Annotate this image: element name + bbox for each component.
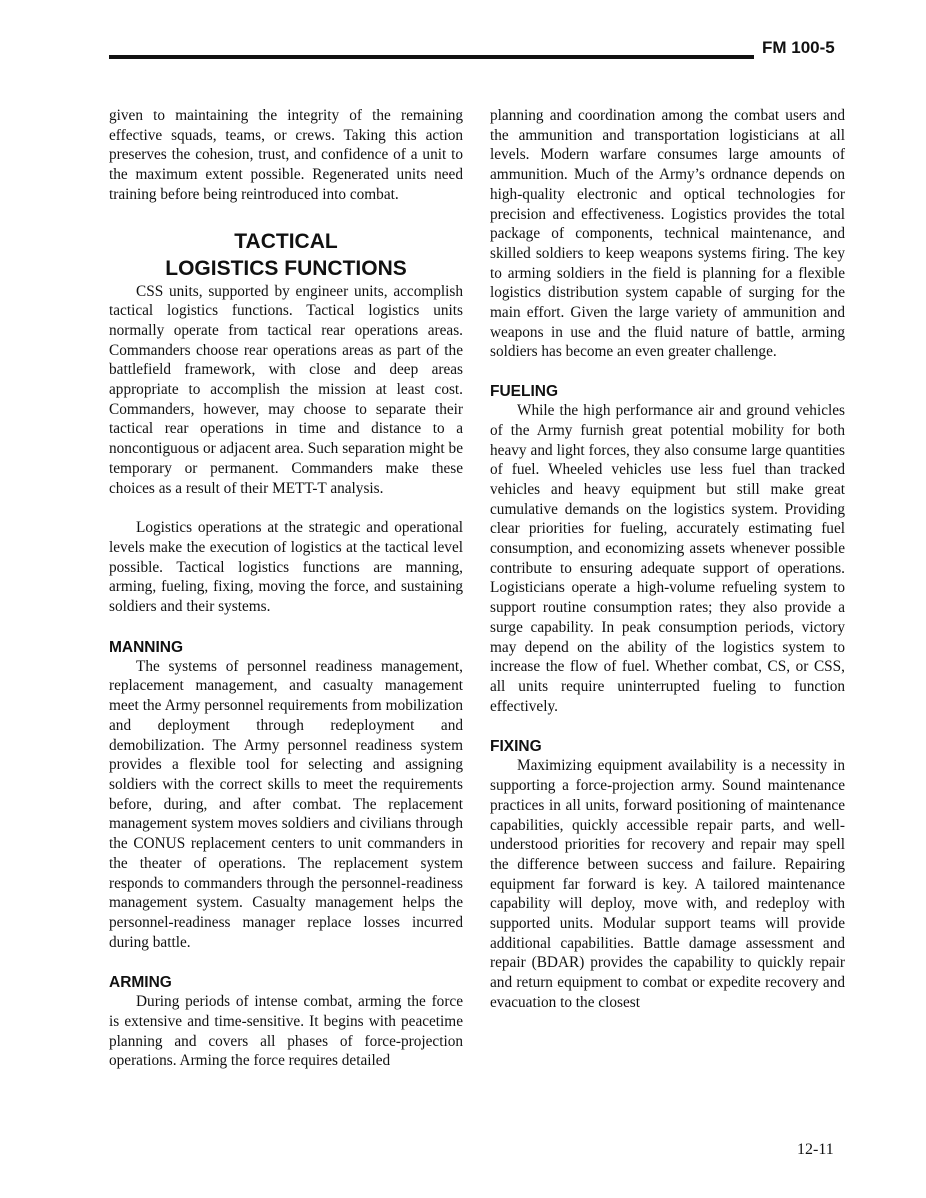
arming-continued-paragraph: planning and coordination among the combat users and the ammunition and transportation logisticians at all levels. Modern warfare consumes large amounts of ammunition. Much of the Army’s ordnance depends on high-quality electronic and optical technologies for precision and effectiveness. Logistics provides the total package of components, technical maintenance, and skilled soldiers to keep weapons systems firing. The key to arming soldiers in the field is planning for a flexible logistics distribution system capable of surging for the main effort. Given the large variety of ammunition and weapons in use and the fluid nature of battle, arming soldiers has become an even greater challenge. (490, 107, 845, 361)
page-number: 12-11 (797, 1141, 834, 1158)
section-title (109, 228, 463, 282)
fueling-paragraph: While the high performance air and ground vehicles of the Army furnish great potential mobility for both heavy and light forces, they also consume large quantities of fuel. Wheeled vehicles use less fuel than tracked vehicles and heavy equipment but still make great cumulative demands on the logistics system. Providing clear priorities for fueling, accurately estimating fuel consumption, and economizing assets whenever possible contribute to ensuring adequate support of operations. Logisticians operate a high-volume refueling system to support routine consumption rates; they also provide a surge capability. In peak consumption periods, victory may depend on the ability of the logistics system to increase the flow of fuel. Whether combat, CS, or CSS, all units require uninterrupted fueling to function effectively. (490, 402, 845, 715)
manning-heading: MANNING (109, 638, 184, 656)
section-title-line1: TACTICAL (234, 229, 338, 253)
arming-paragraph: During periods of intense combat, arming the force is extensive and time-sensitive. It begins with peacetime planning and covers all phases of force-projection operations. Arming the force requires detailed (109, 993, 463, 1070)
manual-id: FM 100-5 (762, 38, 835, 57)
section-title-line2: LOGISTICS FUNCTIONS (165, 256, 407, 280)
right-column (490, 106, 845, 1013)
intro-paragraph-1: CSS units, supported by engineer units, accomplish tactical logistics functions. Tactical logistics units normally operate from tactical rear operations areas. Commanders choose rear operations areas as part of the battlefield framework, with close and deep areas appropriate to accomplish the mission at least cost. Commanders, however, may choose to separate their tactical rear operations in time and distance to a noncontiguous or adjacent area. Such separation might be temporary or permanent. Commanders make these choices as a result of their METT-T analysis. (109, 282, 463, 497)
fixing-paragraph: Maximizing equipment availability is a necessity in supporting a force-projection army. Sound maintenance practices in all units, forward positioning of maintenance capabilities, quickly accessible repair parts, and well-understood priorities for recovery and repair may spell the difference between success and failure. Repairing equipment far forward is key. A tailored maintenance capability will deploy, move with, and redeploy with supported units. Modular support teams will provide additional capabilities. Battle damage assessment and repair (BDAR) provides the capability to quickly repair and return equipment to combat or expedite recovery and evacuation to the closest (490, 757, 845, 1011)
fixing-heading: FIXING (490, 738, 542, 756)
left-column (109, 106, 463, 1071)
manning-paragraph: The systems of personnel readiness management, replacement management, and casualty management meet the Army personnel requirements from mobilization and deployment through redeployment and demobilization. The Army personnel readiness system provides a flexible tool for selecting and assigning soldiers with the correct skills to meet the requirements before, during, and after combat. The replacement management system moves soldiers and civilians through the CONUS replacement centers to unit commanders in the theater of operations. The replacement system responds to commanders through the personnel-readiness management system. Casualty management helps the personnel-readiness manager replace losses incurred during battle. (109, 657, 463, 951)
carryover-paragraph: given to maintaining the integrity of the remaining effective squads, teams, or crews. Taking this action preserves the cohesion, trust, and confidence of a unit to the maximum extent possible. Regenerated units need training before being reintroduced into combat. (109, 107, 463, 203)
header-rule (109, 55, 754, 59)
fueling-heading: FUELING (490, 383, 559, 401)
intro-paragraph-2: Logistics operations at the strategic and operational levels make the execution of logistics at the tactical level possible. Tactical logistics functions are manning, arming, fueling, fixing, moving the force, and sustaining soldiers and their systems. (109, 519, 463, 616)
arming-heading: ARMING (109, 974, 172, 992)
